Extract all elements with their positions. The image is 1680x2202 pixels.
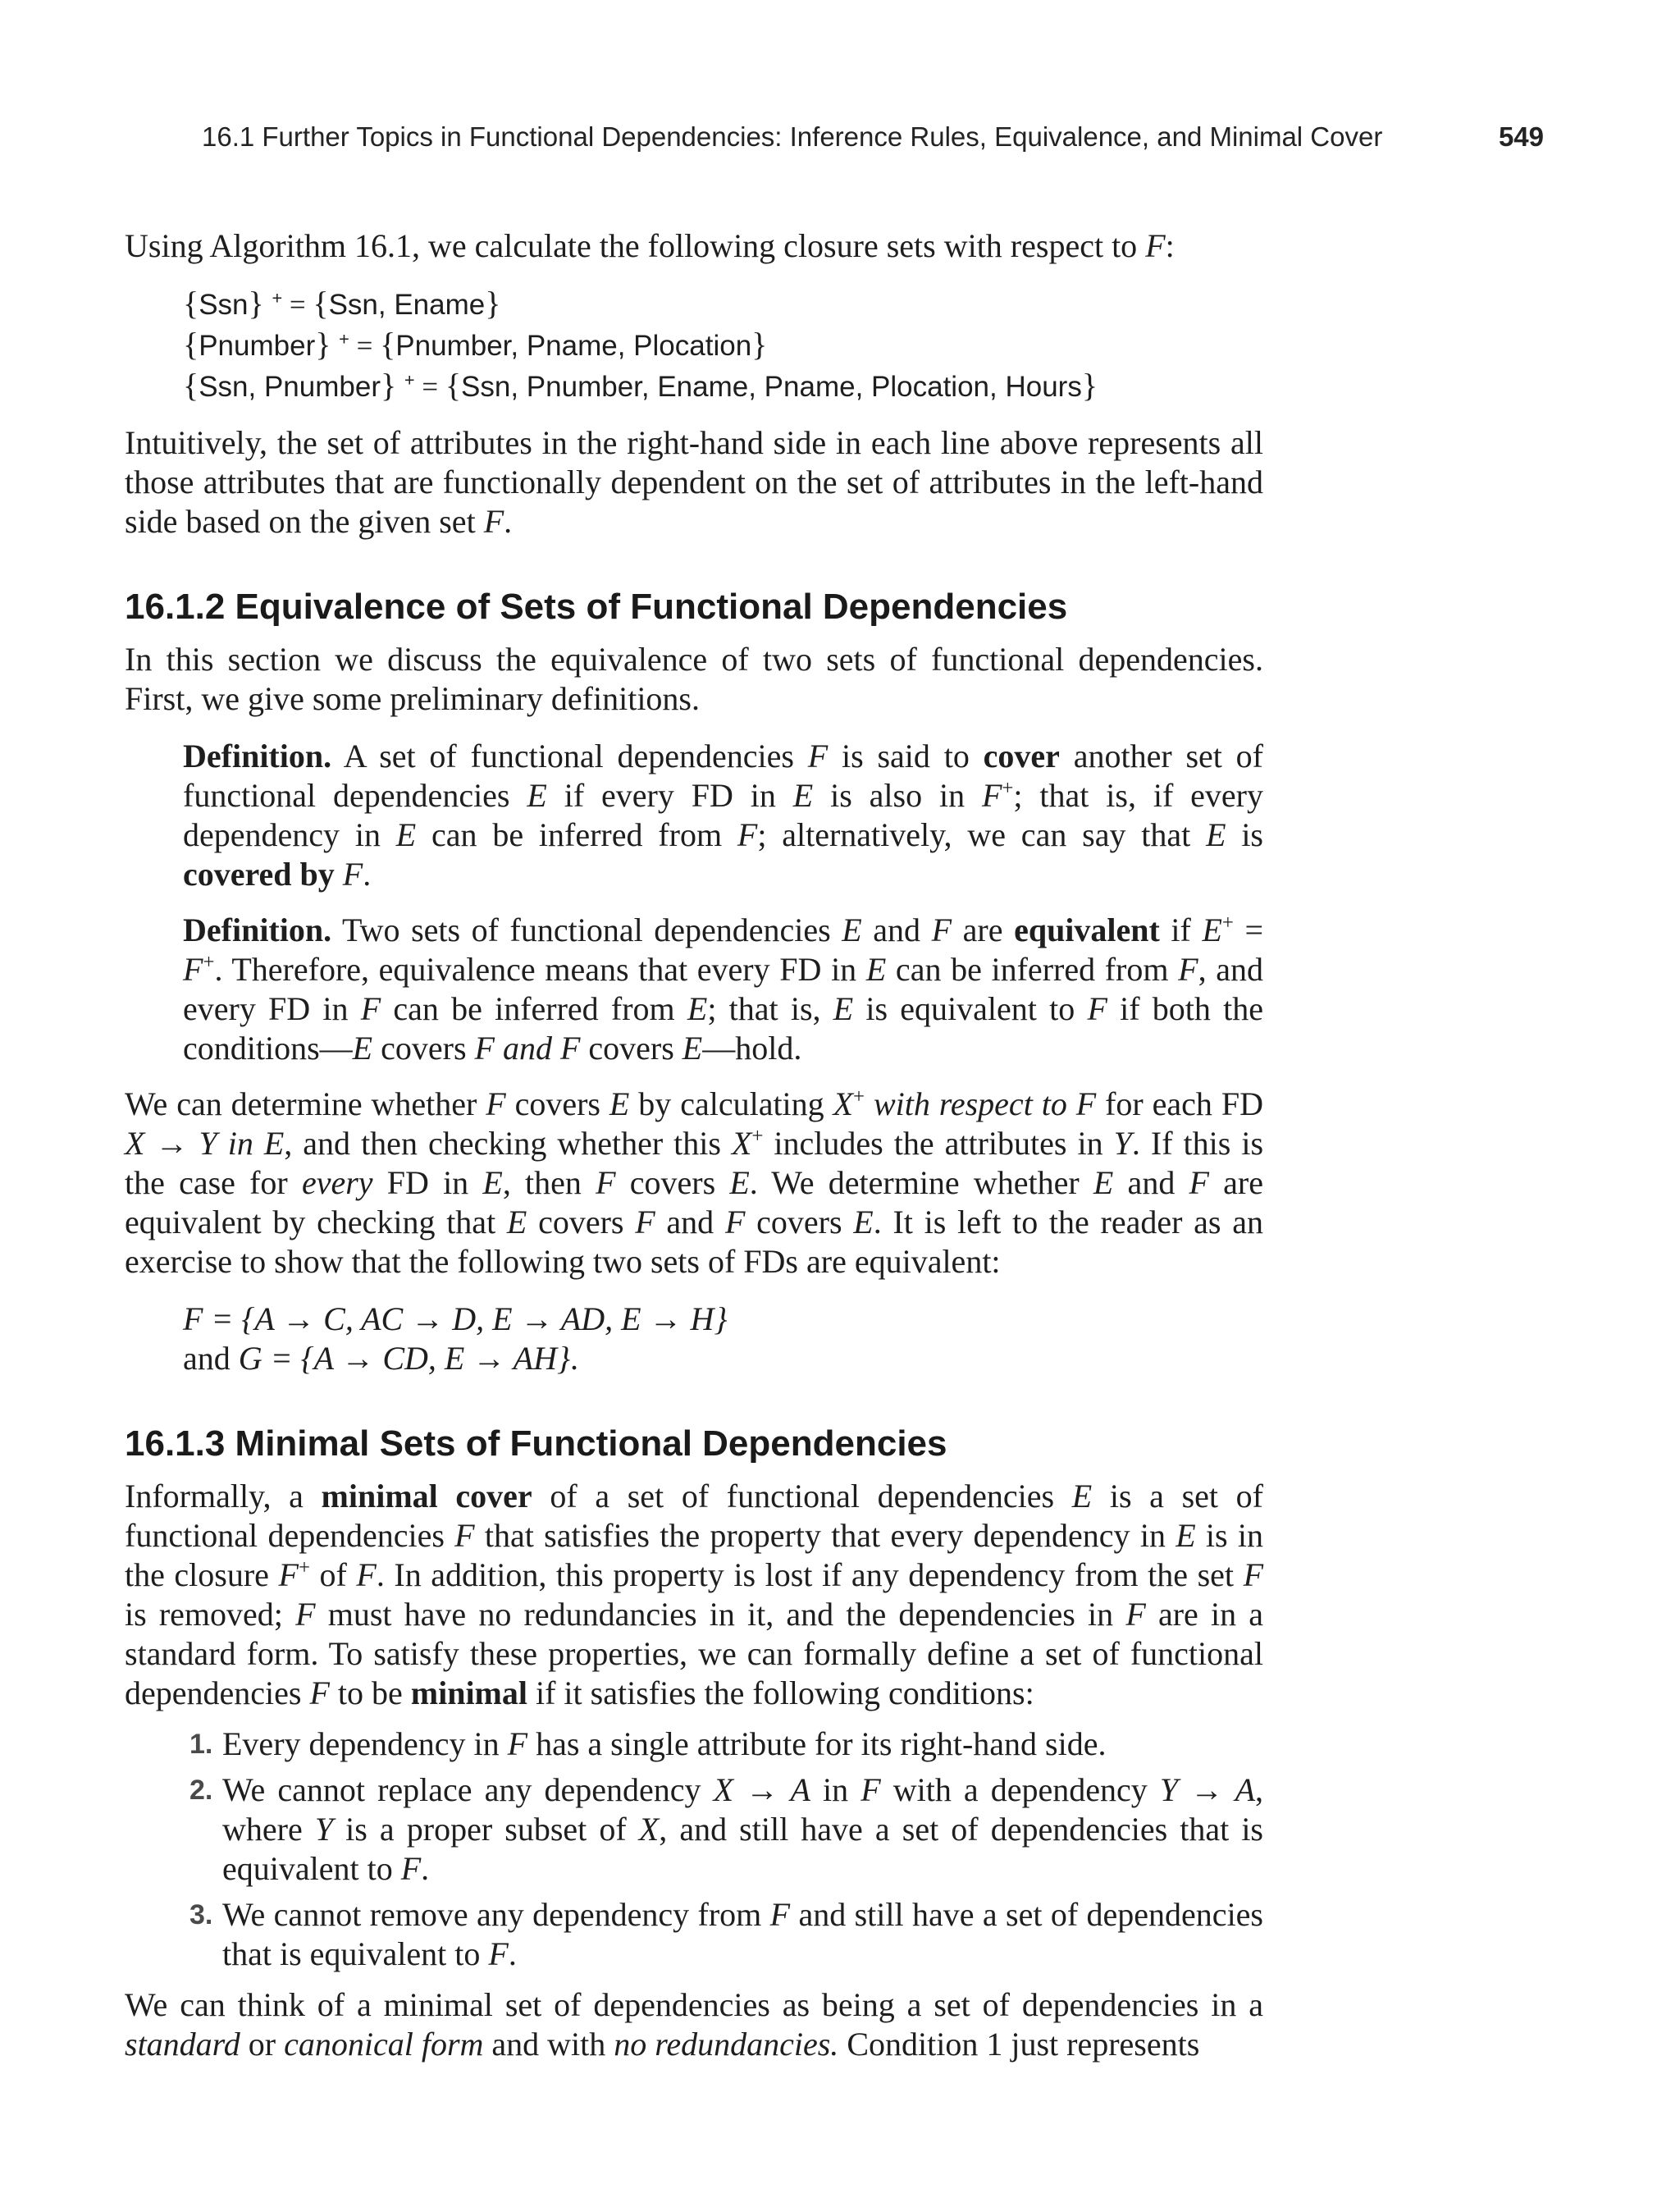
running-title: 16.1 Further Topics in Functional Dependencies: Inference Rules, Equivalence, and Minimal Cover (202, 121, 1383, 152)
list-number: 2. (189, 1775, 213, 1806)
page-body (125, 226, 1263, 2064)
list-number: 1. (189, 1729, 213, 1760)
list-number: 3. (189, 1899, 213, 1930)
minimal-conditions-list (125, 1725, 1263, 1974)
section-1612-intro: In this section we discuss the equivalence of two sets of functional dependencies. First, we give some preliminary definitions. (125, 641, 1263, 717)
fd-set-display (183, 1300, 1263, 1378)
page-number: 549 (1498, 121, 1544, 152)
section-heading-1613: 16.1.3 Minimal Sets of Functional Dependencies (125, 1423, 947, 1464)
closure-list (183, 284, 1263, 407)
list-item: 2. We cannot replace any dependency X → A in F with a dependency Y → A, where Y is a proper subset of X, and still have a set of dependencies that is equivalent to F. (189, 1771, 1264, 1887)
intro-sentence: Using Algorithm 16.1, we calculate the following closure sets with respect to F: (125, 227, 1175, 264)
closure-line: {Ssn, Pnumber} + = {Ssn, Pnumber, Ename, Pname, Plocation, Hours} (183, 367, 1098, 404)
definition-cover: Definition. A set of functional dependencies F is said to cover another set of functional dependencies E if every FD in E is also in F+; that is, if every dependency in E can be inferred from F; alternatively, we can say that E is covered by F. (183, 738, 1263, 893)
list-item: 3. We cannot remove any dependency from F and still have a set of dependencies that is equivalent to F. (189, 1896, 1263, 1972)
section-heading-1612: 16.1.2 Equivalence of Sets of Functional Dependencies (125, 587, 1068, 627)
determine-paragraph: We can determine whether F covers E by calculating X+ with respect to F for each FD X → Y in E, and then checking whether this X+ includes the attributes in Y. If this is the case for every FD in E, then F covers E. We determine whether E and F are equivalent by checking that E covers F and F covers E. It is left to the reader as an exercise to show that the following two sets of FDs are equivalent: (125, 1085, 1264, 1280)
closing-paragraph: We can think of a minimal set of dependencies as being a set of dependencies in a standard or canonical form and with no redundancies. Condition 1 just represents (125, 1986, 1263, 2063)
intuition-paragraph: Intuitively, the set of attributes in the right-hand side in each line above represents all those attributes that are functionally dependent on the set of attributes in the left-hand side based on the given set F. (125, 424, 1263, 540)
fd-set-F: F = {A → C, AC → D, E → AD, E → H} (183, 1300, 728, 1337)
closure-line: {Pnumber} + = {Pnumber, Pname, Plocation} (183, 326, 768, 363)
definition-equivalent: Definition. Two sets of functional dependencies E and F are equivalent if E+ = F+. Therefore, equivalence means that every FD in E can be inferred from F, and every FD in F can be inferred from E; that is, E is equivalent to F if both the conditions—E covers F and F covers E—hold. (183, 911, 1264, 1067)
running-header (202, 121, 1544, 154)
minimal-cover-paragraph: Informally, a minimal cover of a set of functional dependencies E is a set of functional dependencies F that satisfies the property that every dependency in E is in the closure F+ of F. In addition, this property is lost if any dependency from the set F is removed; F must have no redundancies in it, and the dependencies in F are in a standard form. To satisfy these properties, we can formally define a set of functional dependencies F to be minimal if it satisfies the following conditions: (125, 1478, 1263, 1711)
list-item: 1. Every dependency in F has a single attribute for its right-hand side. (189, 1725, 1107, 1762)
fd-set-G: and G = {A → CD, E → AH}. (183, 1340, 578, 1377)
closure-line: {Ssn} + = {Ssn, Ename} (183, 285, 501, 322)
